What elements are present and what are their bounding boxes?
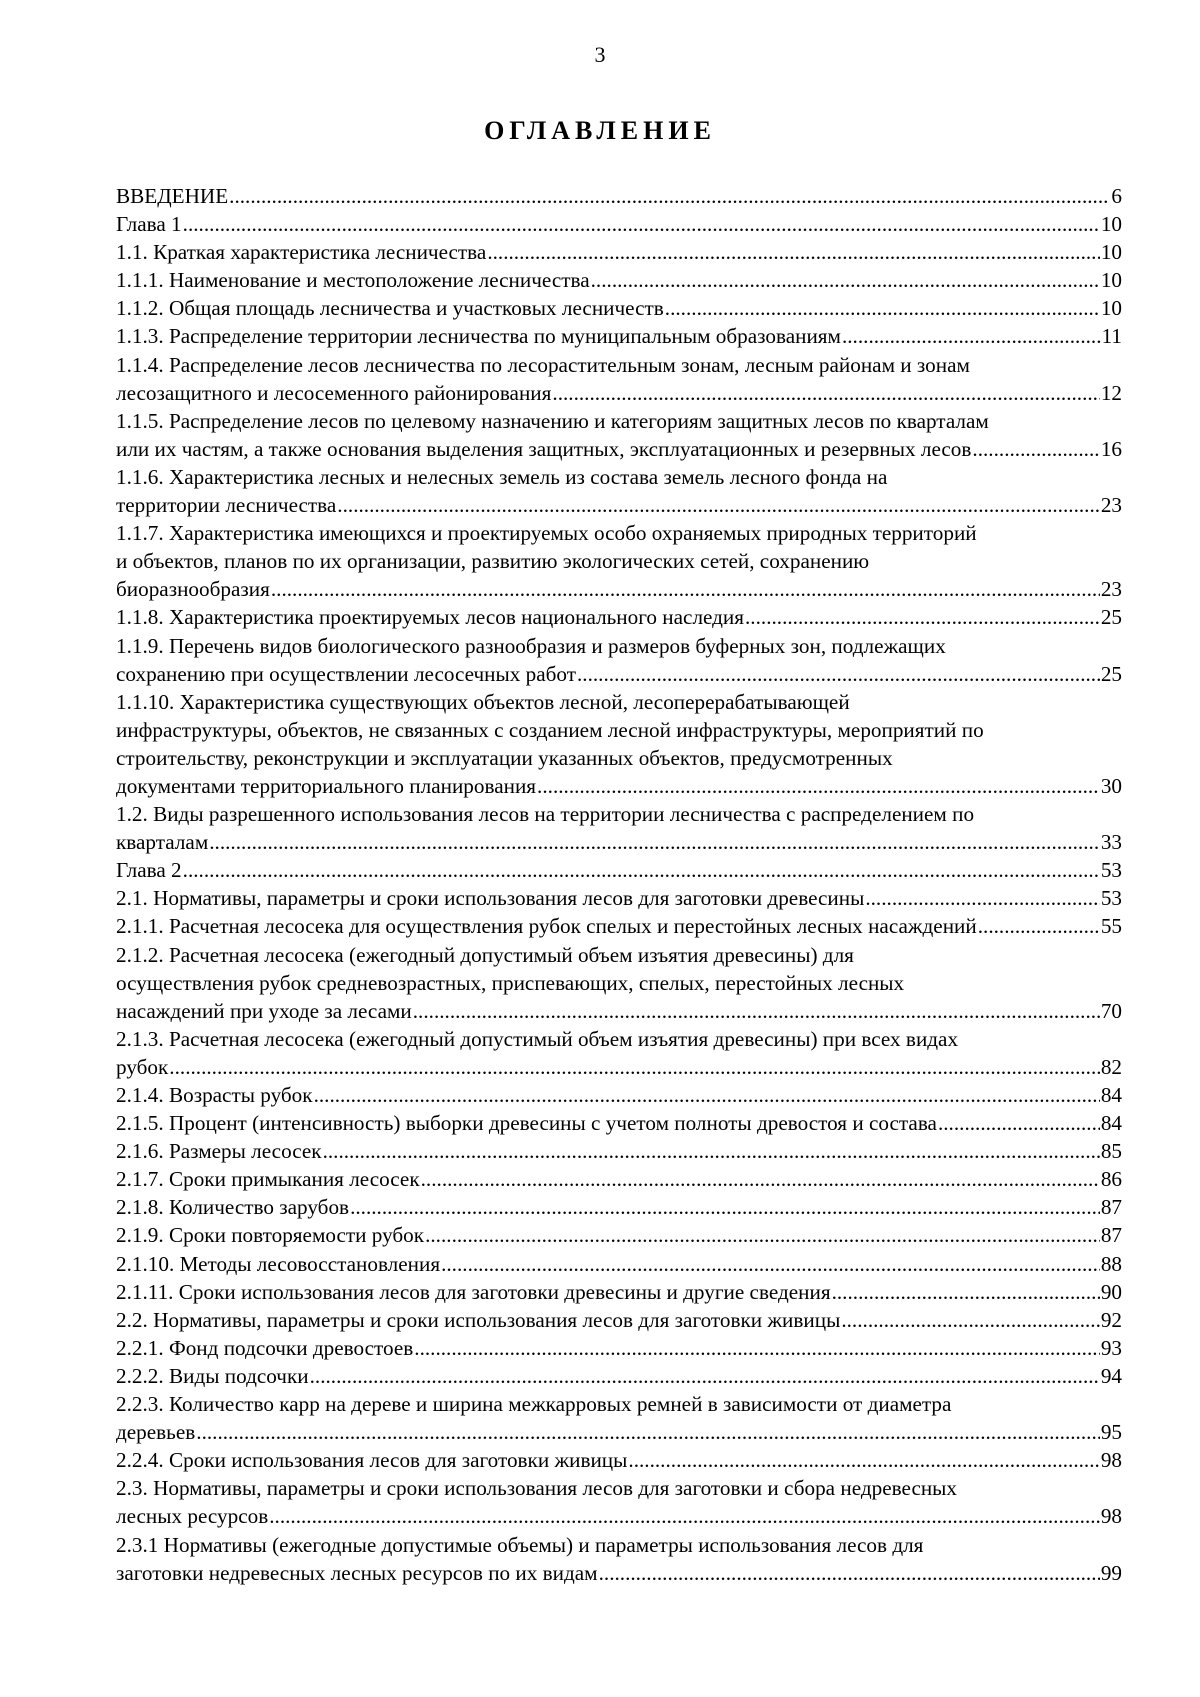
toc-entry-title: 2.3. Нормативы, параметры и сроки использования лесов для заготовки и сбора недревесных xyxy=(116,1476,958,1501)
toc-leader-dots xyxy=(310,1362,1100,1390)
toc-entry-title: 2.1. Нормативы, параметры и сроки использования лесов для заготовки древесины xyxy=(116,886,865,911)
toc-entry-title: лесозащитного и лесосеменного районирования xyxy=(116,380,552,405)
toc-entry-title: инфраструктуры, объектов, не связанных с созданием лесной инфраструктуры, мероприятий по xyxy=(116,717,984,742)
toc-leader-dots xyxy=(537,772,1100,800)
toc-entry-title: 1.1.10. Характеристика существующих объектов лесной, лесоперерабатывающей xyxy=(116,689,850,714)
toc-entry-title: территории лесничества xyxy=(116,493,337,518)
toc-entry[interactable] xyxy=(116,238,1122,266)
toc-entry[interactable] xyxy=(116,912,1122,940)
toc-entry-title: 2.1.7. Сроки примыкания лесосек xyxy=(116,1167,420,1192)
toc-entry-title: 1.1.9. Перечень видов биологического разнообразия и размеров буферных зон, подлежащих xyxy=(116,633,946,658)
toc-entry[interactable] xyxy=(116,632,1122,688)
toc-leader-dots xyxy=(350,1193,1100,1221)
toc-page-number: 10 xyxy=(1100,268,1122,293)
toc-entry-title: 1.1.7. Характеристика имеющихся и проектируемых особо охраняемых природных территорий xyxy=(116,521,977,546)
toc-leader-dots xyxy=(972,435,1099,463)
toc-page-number: 85 xyxy=(1100,1139,1122,1164)
toc-page-number: 95 xyxy=(1100,1420,1122,1445)
toc-entry-title: 1.2. Виды разрешенного использования лесов на территории лесничества с распределением по xyxy=(116,802,975,827)
toc-entry[interactable] xyxy=(116,1362,1122,1390)
toc-entry-title: 2.1.2. Расчетная лесосека (ежегодный допустимый объем изъятия древесины) для xyxy=(116,942,854,967)
toc-entry[interactable] xyxy=(116,463,1122,519)
toc-page-number: 87 xyxy=(1100,1223,1122,1248)
toc-entry-title: 1.1.8. Характеристика проектируемых лесов национального наследия xyxy=(116,605,744,630)
toc-entry-title: насаждений при уходе за лесами xyxy=(116,998,412,1023)
toc-entry-title: 1.1.2. Общая площадь лесничества и участковых лесничеств xyxy=(116,296,664,321)
toc-page-number: 86 xyxy=(1100,1167,1122,1192)
toc-page-number: 30 xyxy=(1100,773,1122,798)
toc-page-number: 84 xyxy=(1100,1083,1122,1107)
toc-leader-dots xyxy=(938,1109,1100,1137)
toc-leader-dots xyxy=(169,1053,1100,1081)
toc-entry-title: Глава 1 xyxy=(116,212,182,237)
toc-entry-title: 2.1.3. Расчетная лесосека (ежегодный допустимый объем изъятия древесины) при всех видах xyxy=(116,1026,959,1051)
toc-page-number: 99 xyxy=(1100,1560,1122,1585)
toc-page-number: 92 xyxy=(1100,1307,1122,1332)
toc-leader-dots xyxy=(628,1446,1099,1474)
toc-leader-dots xyxy=(413,997,1100,1025)
toc-entry[interactable] xyxy=(116,1025,1122,1081)
toc-entry-title: 1.1. Краткая характеристика лесничества xyxy=(116,240,487,265)
toc-page-number: 84 xyxy=(1100,1111,1122,1136)
toc-page-number: 10 xyxy=(1100,212,1122,237)
toc-entry[interactable] xyxy=(116,1109,1122,1137)
toc-entry-title: 2.1.9. Сроки повторяемости рубок xyxy=(116,1223,425,1248)
toc-page-number: 23 xyxy=(1100,493,1122,518)
toc-entry[interactable] xyxy=(116,1306,1122,1334)
toc-entry-title: 2.1.4. Возрасты рубок xyxy=(116,1083,313,1107)
table-of-contents xyxy=(116,182,1122,1587)
toc-entry[interactable] xyxy=(116,688,1122,800)
toc-leader-dots xyxy=(414,1334,1100,1362)
toc-page-number: 10 xyxy=(1100,296,1122,321)
toc-entry-title: биоразнообразия xyxy=(116,577,270,602)
toc-entry-title: 2.1.8. Количество зарубов xyxy=(116,1195,350,1220)
toc-entry[interactable] xyxy=(116,1081,1122,1109)
toc-leader-dots xyxy=(269,1502,1100,1530)
toc-page-number: 33 xyxy=(1100,830,1122,855)
toc-leader-dots xyxy=(842,322,1101,350)
toc-page-number: 94 xyxy=(1100,1363,1122,1388)
toc-entry-title: документами территориального планирования xyxy=(116,773,537,798)
toc-page-number: 98 xyxy=(1100,1448,1122,1473)
toc-entry-title: 1.1.6. Характеристика лесных и нелесных земель из состава земель лесного фонда на xyxy=(116,464,888,489)
toc-page-number: 10 xyxy=(1100,240,1122,265)
toc-entry[interactable] xyxy=(116,322,1122,350)
toc-leader-dots xyxy=(745,603,1100,631)
toc-page-number: 90 xyxy=(1100,1279,1122,1304)
toc-leader-dots xyxy=(229,182,1110,210)
toc-page-number: 11 xyxy=(1101,324,1122,349)
toc-entry[interactable] xyxy=(116,210,1122,238)
toc-entry[interactable] xyxy=(116,603,1122,631)
toc-entry[interactable] xyxy=(116,351,1122,407)
toc-leader-dots xyxy=(183,210,1100,238)
toc-entry[interactable] xyxy=(116,1193,1122,1221)
toc-page-number: 53 xyxy=(1100,886,1122,911)
toc-leader-dots xyxy=(425,1221,1100,1249)
toc-page-number: 12 xyxy=(1100,380,1122,405)
toc-entry-title: 2.2.3. Количество карр на дереве и ширина межкарровых ремней в зависимости от диаметра xyxy=(116,1392,952,1417)
toc-entry[interactable] xyxy=(116,1474,1122,1530)
toc-entry-title: 2.2.4. Сроки использования лесов для заготовки живицы xyxy=(116,1448,628,1473)
toc-page-number: 98 xyxy=(1100,1504,1122,1529)
page-title: ОГЛАВЛЕНИЕ xyxy=(484,116,716,145)
toc-leader-dots xyxy=(552,379,1099,407)
toc-leader-dots xyxy=(665,294,1100,322)
toc-leader-dots xyxy=(577,660,1100,688)
toc-entry[interactable] xyxy=(116,407,1122,463)
toc-entry-title: лесных ресурсов xyxy=(116,1504,269,1529)
toc-entry-title: 2.1.11. Сроки использования лесов для заготовки древесины и другие сведения xyxy=(116,1279,831,1304)
toc-entry[interactable] xyxy=(116,182,1122,210)
toc-entry[interactable] xyxy=(116,856,1122,884)
toc-leader-dots xyxy=(323,1137,1100,1165)
toc-entry[interactable] xyxy=(116,1334,1122,1362)
toc-entry-title: 2.1.10. Методы лесовосстановления xyxy=(116,1251,441,1276)
toc-entry[interactable] xyxy=(116,800,1122,856)
toc-entry-title: 1.1.4. Распределение лесов лесничества по лесорастительным зонам, лесным районам и зонам xyxy=(116,352,970,377)
toc-leader-dots xyxy=(865,884,1099,912)
toc-leader-dots xyxy=(599,1559,1100,1587)
toc-entry-title: ВВЕДЕНИЕ xyxy=(116,184,229,208)
toc-page-number: 87 xyxy=(1100,1195,1122,1220)
toc-entry[interactable] xyxy=(116,941,1122,1025)
toc-leader-dots xyxy=(832,1278,1100,1306)
toc-leader-dots xyxy=(441,1250,1100,1278)
toc-leader-dots xyxy=(183,856,1100,884)
toc-leader-dots xyxy=(421,1165,1100,1193)
toc-entry[interactable] xyxy=(116,266,1122,294)
toc-page-number: 23 xyxy=(1100,577,1122,602)
toc-entry-title: 2.3.1 Нормативы (ежегодные допустимые объемы) и параметры использования лесов для xyxy=(116,1532,924,1557)
toc-entry-title: 1.1.5. Распределение лесов по целевому назначению и категориям защитных лесов по кварталам xyxy=(116,408,989,433)
toc-entry[interactable] xyxy=(116,294,1122,322)
toc-page-number: 6 xyxy=(1111,184,1122,208)
toc-entry-title: 2.2.2. Виды подсочки xyxy=(116,1363,309,1388)
toc-page-number: 55 xyxy=(1100,914,1122,939)
toc-entry[interactable] xyxy=(116,1165,1122,1193)
toc-entry[interactable] xyxy=(116,1250,1122,1278)
toc-entry-title: кварталам xyxy=(116,830,209,855)
toc-entry-title: Глава 2 xyxy=(116,858,182,883)
toc-leader-dots xyxy=(209,828,1100,856)
toc-entry-title: 2.1.1. Расчетная лесосека для осуществления рубок спелых и перестойных лесных насаждений xyxy=(116,914,977,939)
toc-entry-title: осуществления рубок средневозрастных, приспевающих, спелых, перестойных лесных xyxy=(116,970,905,995)
toc-entry[interactable] xyxy=(116,1446,1122,1474)
toc-leader-dots xyxy=(591,266,1100,294)
toc-leader-dots xyxy=(271,575,1100,603)
toc-entry-title: 2.1.6. Размеры лесосек xyxy=(116,1139,322,1164)
toc-page-number: 70 xyxy=(1100,998,1122,1023)
toc-entry-title: рубок xyxy=(116,1054,169,1079)
toc-entry-title: 2.2. Нормативы, параметры и сроки использования лесов для заготовки живицы xyxy=(116,1307,841,1332)
toc-entry-title: 1.1.3. Распределение территории лесничества по муниципальным образованиям xyxy=(116,324,841,349)
toc-page-number: 93 xyxy=(1100,1335,1122,1360)
toc-page-number: 88 xyxy=(1100,1251,1122,1276)
toc-entry-title: заготовки недревесных лесных ресурсов по их видам xyxy=(116,1560,598,1585)
toc-entry-title: 2.2.1. Фонд подсочки древостоев xyxy=(116,1335,414,1360)
toc-entry[interactable] xyxy=(116,1137,1122,1165)
page-number: 3 xyxy=(594,42,606,67)
toc-leader-dots xyxy=(487,238,1100,266)
toc-entry[interactable] xyxy=(116,519,1122,603)
toc-entry-title: 1.1.1. Наименование и местоположение лесничества xyxy=(116,268,590,293)
toc-entry[interactable] xyxy=(116,884,1122,912)
toc-entry-title: 2.1.5. Процент (интенсивность) выборки древесины с учетом полноты древостоя и состава xyxy=(116,1111,937,1136)
toc-leader-dots xyxy=(978,912,1100,940)
toc-page-number: 53 xyxy=(1100,858,1122,883)
toc-page-number: 25 xyxy=(1100,661,1122,686)
toc-page-number: 25 xyxy=(1100,605,1122,630)
toc-leader-dots xyxy=(337,491,1100,519)
toc-entry-title: строительству, реконструкции и эксплуатации указанных объектов, предусмотренных xyxy=(116,745,893,770)
toc-page-number: 82 xyxy=(1100,1054,1122,1079)
toc-entry[interactable] xyxy=(116,1278,1122,1306)
toc-entry-title: или их частям, а также основания выделения защитных, эксплуатационных и резервных лесов xyxy=(116,436,972,461)
toc-entry[interactable] xyxy=(116,1390,1122,1446)
toc-entry[interactable] xyxy=(116,1221,1122,1249)
toc-entry[interactable] xyxy=(116,1531,1122,1587)
toc-leader-dots xyxy=(314,1081,1100,1109)
toc-entry-title: сохранению при осуществлении лесосечных работ xyxy=(116,661,576,686)
toc-leader-dots xyxy=(196,1418,1100,1446)
toc-leader-dots xyxy=(841,1306,1099,1334)
toc-entry-title: деревьев xyxy=(116,1420,196,1445)
toc-page-number: 16 xyxy=(1100,436,1122,461)
toc-entry-title: и объектов, планов по их организации, развитию экологических сетей, сохранению xyxy=(116,549,870,574)
